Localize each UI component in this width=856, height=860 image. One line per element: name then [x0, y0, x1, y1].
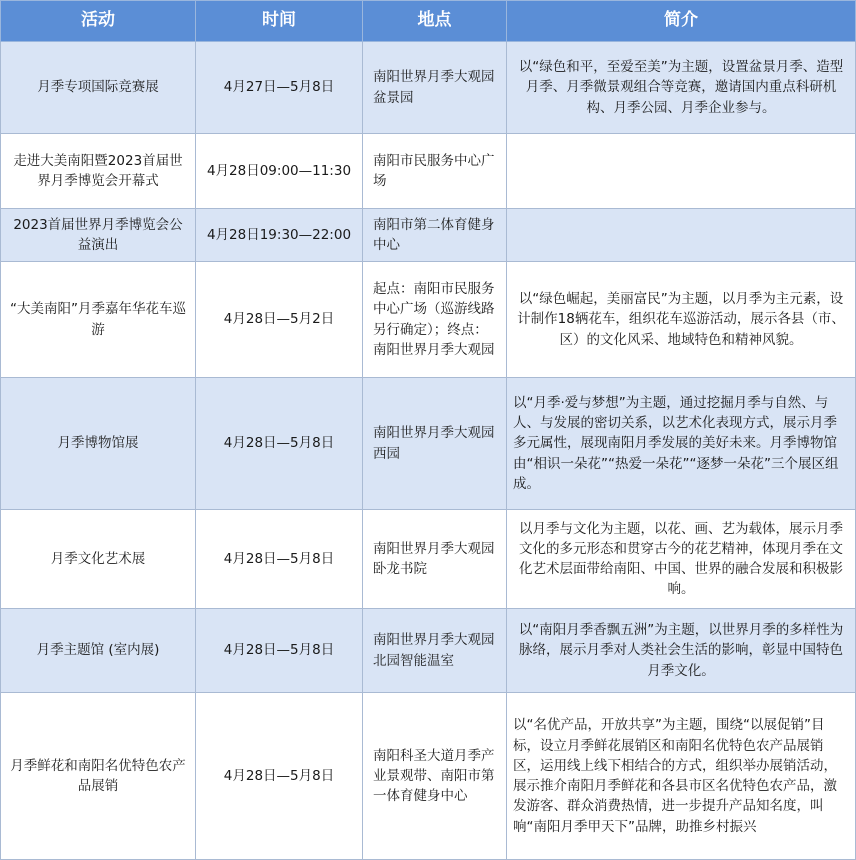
cell-summary — [507, 510, 856, 609]
cell-place: 起点：南阳市民服务中心广场（巡游线路另行确定）；终点：南阳世界月季大观园 — [363, 262, 507, 378]
table-row — [1, 510, 856, 609]
cell-summary — [507, 609, 856, 693]
cell-activity: 月季博物馆展 — [1, 378, 196, 510]
cell-time: 4月28日—5月8日 — [196, 693, 363, 860]
header-summary: 简介 — [507, 1, 856, 42]
cell-place: 南阳市民服务中心广场 — [363, 134, 507, 209]
cell-summary — [507, 134, 856, 209]
cell-activity: 月季主题馆 (室内展) — [1, 609, 196, 693]
cell-summary — [507, 42, 856, 134]
header-activity: 活动 — [1, 1, 196, 42]
cell-place: 南阳世界月季大观园北园智能温室 — [363, 609, 507, 693]
summary-text: 以月季与文化为主题，以花、画、艺为载体，展示月季文化的多元形态和贯穿古今的花艺精神，体现月季在文化艺术层面带给南阳、中国、世界的融合发展和积极影响。 — [519, 520, 843, 598]
summary-text: 以“绿色崛起，美丽富民”为主题，以月季为主元素，设计制作18辆花车，组织花车巡游活动，展示各县（市、区）的文化风采、地域特色和精神风貌。 — [517, 291, 845, 348]
cell-time: 4月28日19:30—22:00 — [196, 209, 363, 262]
cell-time: 4月28日—5月8日 — [196, 609, 363, 693]
summary-text: 以“月季·爱与梦想”为主题，通过挖掘月季与自然、与人、与发展的密切关系，以艺术化表现方式，展示月季多元属性，展现南阳月季发展的美好未来。月季博物馆由“相识一朵花”“热爱一朵花”“逐梦一朵花”三个展区组成。 — [513, 394, 839, 492]
header-place: 地点 — [363, 1, 507, 42]
cell-activity: “大美南阳”月季嘉年华花车巡游 — [1, 262, 196, 378]
cell-time: 4月28日—5月8日 — [196, 510, 363, 609]
cell-time: 4月28日09:00—11:30 — [196, 134, 363, 209]
cell-summary — [507, 693, 856, 860]
table-row — [1, 262, 856, 378]
cell-activity: 2023首届世界月季博览会公益演出 — [1, 209, 196, 262]
cell-activity: 月季专项国际竞赛展 — [1, 42, 196, 134]
cell-place: 南阳科圣大道月季产业景观带、南阳市第一体育健身中心 — [363, 693, 507, 860]
cell-time: 4月28日—5月2日 — [196, 262, 363, 378]
table-row — [1, 609, 856, 693]
cell-time: 4月28日—5月8日 — [196, 378, 363, 510]
table-row — [1, 42, 856, 134]
cell-summary — [507, 209, 856, 262]
table-row — [1, 209, 856, 262]
cell-activity: 走进大美南阳暨2023首届世界月季博览会开幕式 — [1, 134, 196, 209]
cell-place: 南阳世界月季大观园西园 — [363, 378, 507, 510]
cell-summary — [507, 262, 856, 378]
table-row — [1, 693, 856, 860]
cell-time: 4月27日—5月8日 — [196, 42, 363, 134]
table-row — [1, 378, 856, 510]
cell-activity: 月季文化艺术展 — [1, 510, 196, 609]
table-row — [1, 134, 856, 209]
summary-text: 以“绿色和平，至爱至美”为主题，设置盆景月季、造型月季、月季微景观组合等竞赛，邀请国内重点科研机构、月季公园、月季企业参与。 — [518, 59, 844, 116]
cell-summary — [507, 378, 856, 510]
cell-place: 南阳世界月季大观园盆景园 — [363, 42, 507, 134]
cell-place: 南阳市第二体育健身中心 — [363, 209, 507, 262]
cell-place: 南阳世界月季大观园卧龙书院 — [363, 510, 507, 609]
header-row — [1, 1, 856, 42]
cell-activity: 月季鲜花和南阳名优特色农产品展销 — [1, 693, 196, 860]
header-time: 时间 — [196, 1, 363, 42]
summary-text: 以“名优产品，开放共享”为主题，围绕“以展促销”目标，设立月季鲜花展销区和南阳名优特色农产品展销区，运用线上线下相结合的方式，组织举办展销活动，展示推介南阳月季鲜花和各县市区名优特色农产品，激发游客、群众消费热情，进一步提升产品知名度，叫响“南阳月季甲天下”品牌，助推乡村振兴 — [513, 717, 837, 835]
summary-text: 以“南阳月季香飘五洲”为主题，以世界月季的多样性为脉络，展示月季对人类社会生活的影响，彰显中国特色月季文化。 — [518, 622, 844, 679]
